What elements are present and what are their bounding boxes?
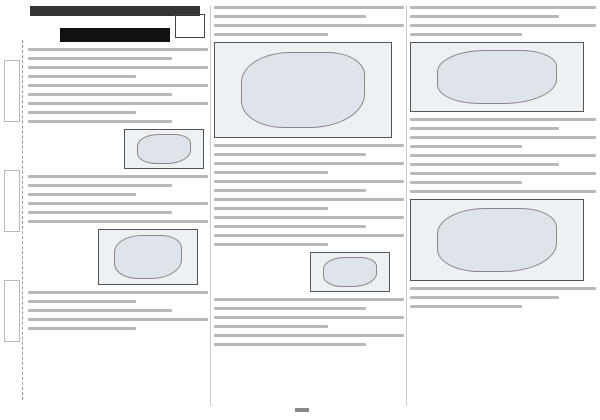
- diagram-figure: [410, 199, 584, 281]
- map-figure: [98, 229, 198, 285]
- question-column-2: [214, 6, 404, 366]
- photo-figure: [124, 129, 204, 169]
- name-field: [4, 60, 20, 122]
- school-field: [4, 280, 20, 342]
- region-map-figure: [310, 252, 390, 292]
- class-field: [4, 170, 20, 232]
- asia-map-figure: [214, 42, 392, 138]
- column-divider: [210, 6, 211, 406]
- question-column-3: [410, 6, 596, 366]
- column-divider: [406, 6, 407, 406]
- chapter-title: [60, 28, 170, 42]
- score-box: [175, 14, 205, 38]
- question-column-1: [28, 48, 208, 408]
- student-info-strip: [0, 40, 23, 400]
- page-number: [295, 408, 309, 412]
- peninsula-map-figure: [410, 42, 584, 112]
